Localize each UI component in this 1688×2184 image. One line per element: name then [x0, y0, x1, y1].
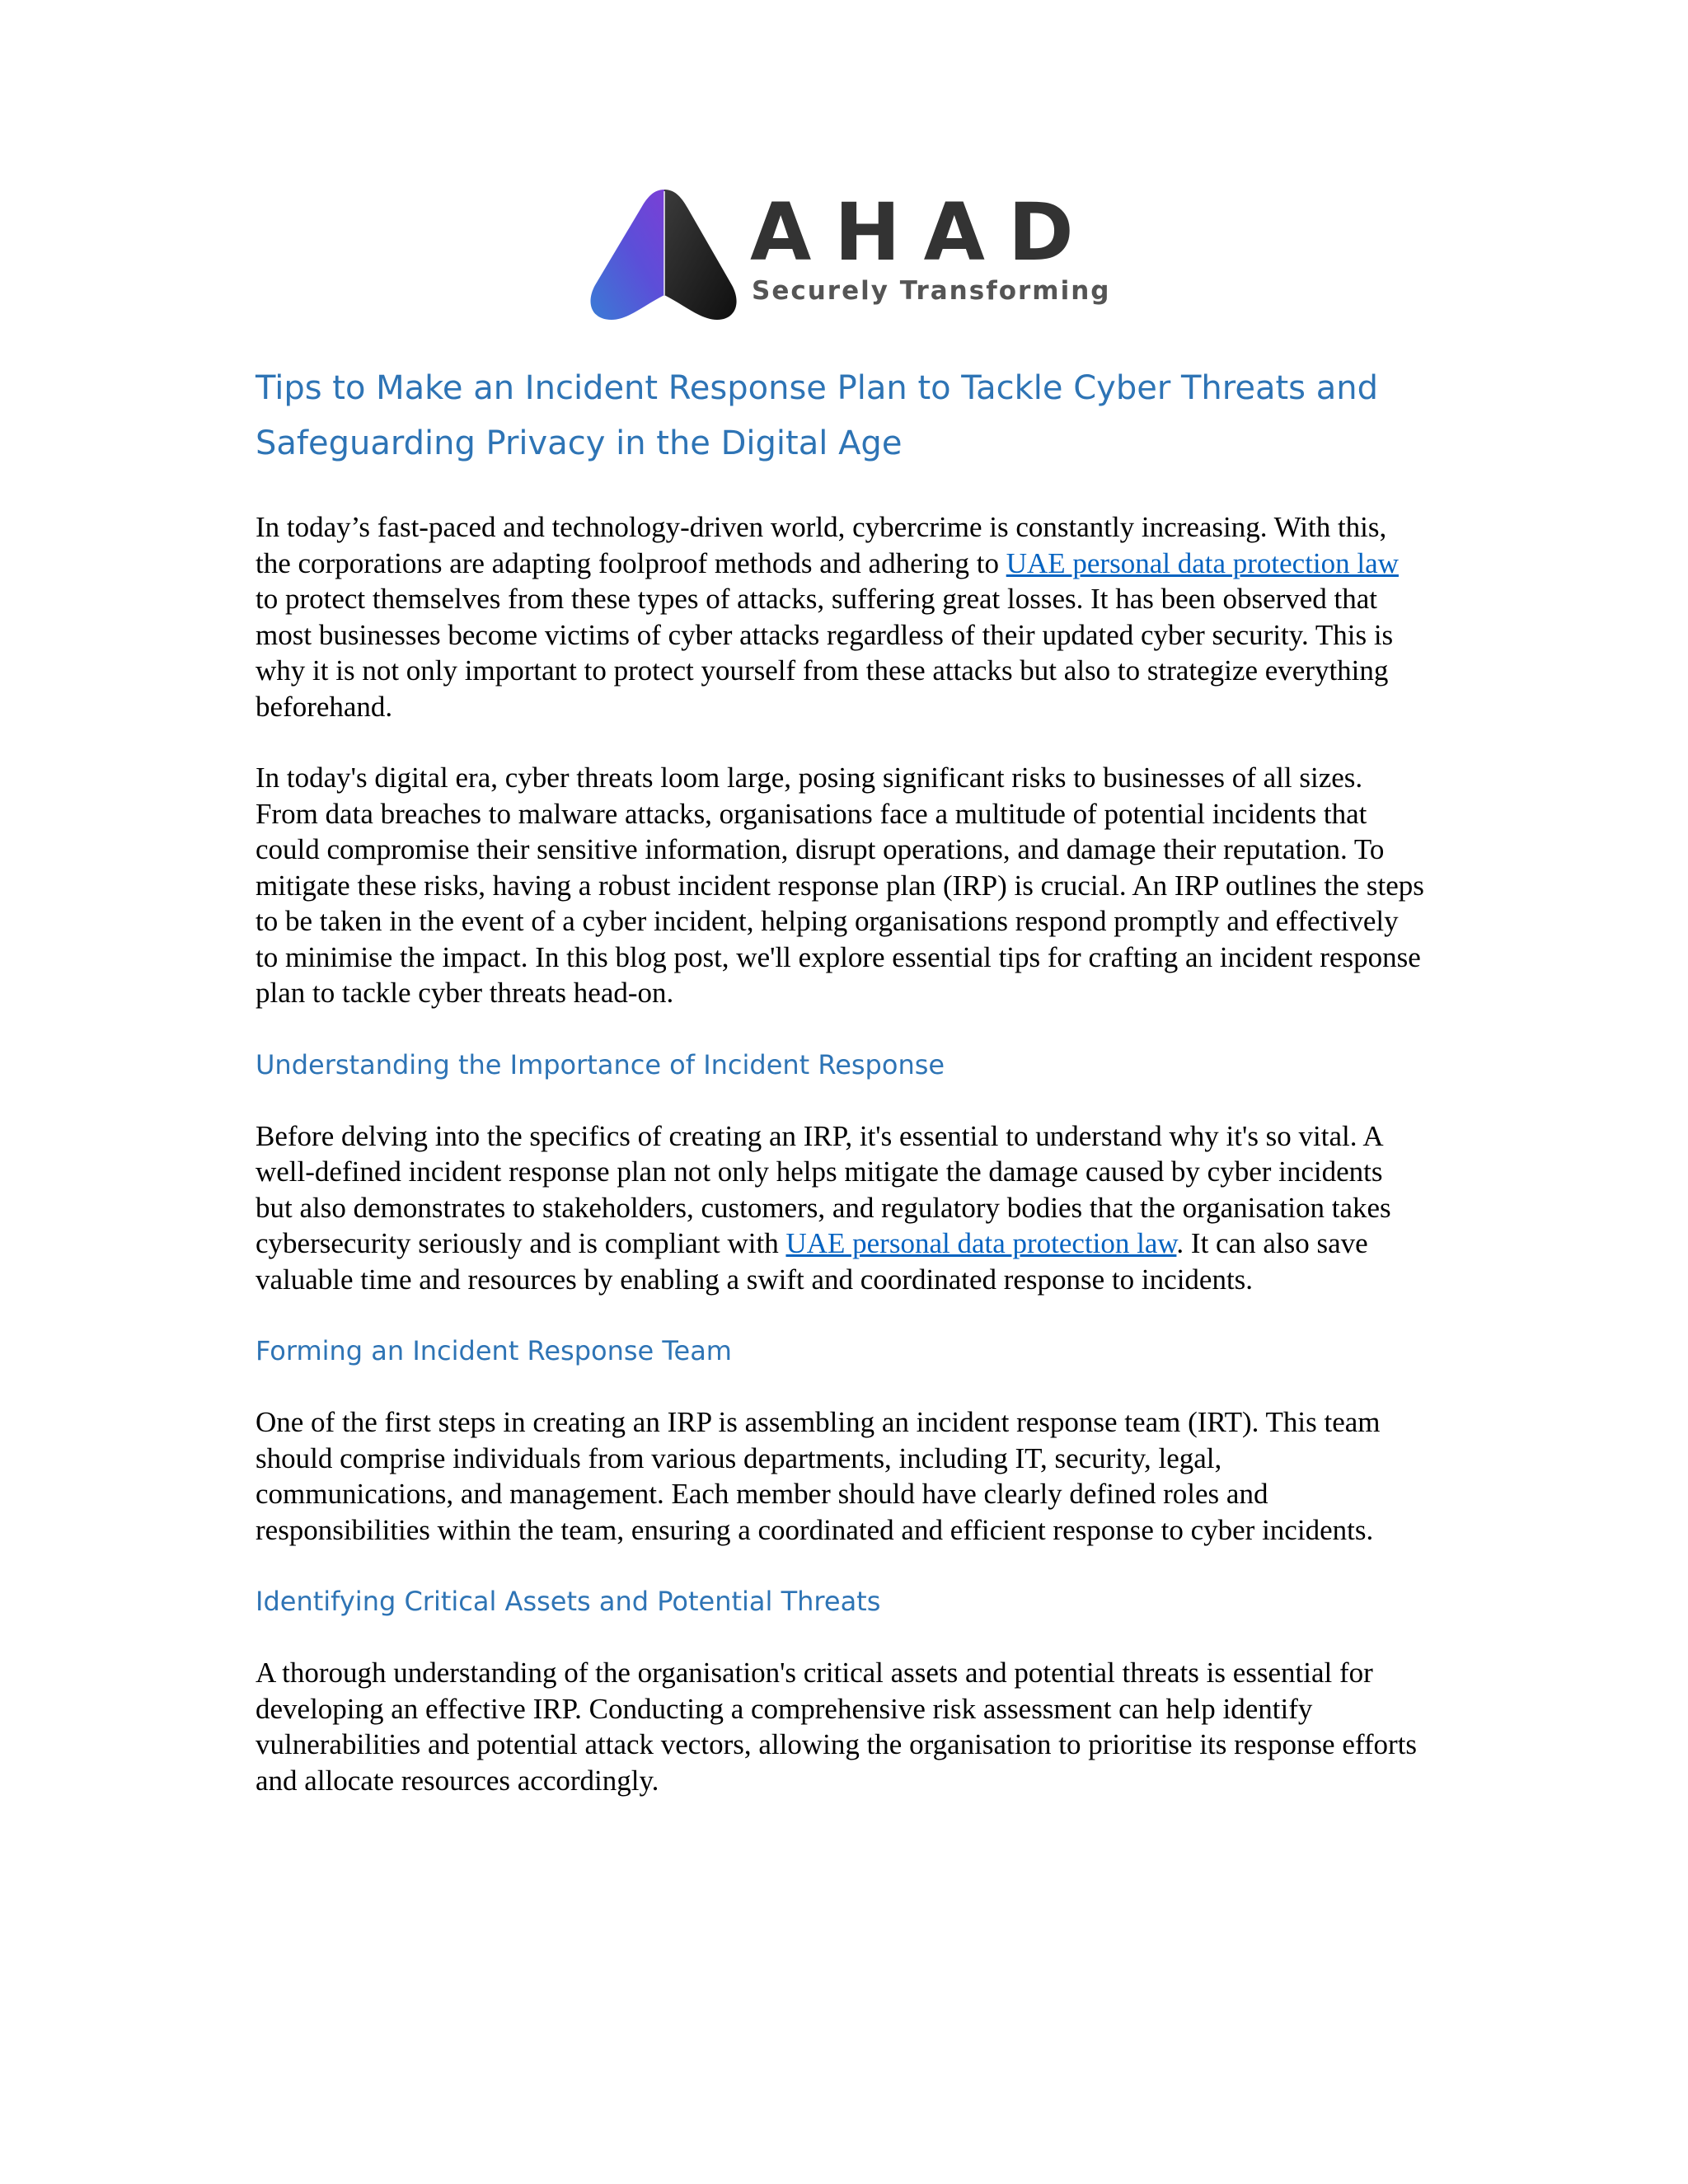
brand-tagline: Securely Transforming	[752, 276, 1111, 306]
intro-1-text-after-link: to protect themselves from these types of attacks, suffering great losses. It has been observed that most businesses become victims of cyber attacks regardless of their updated cyber security. This is why it is not only important to protect yourself from these attacks but also to strategize everything beforehand.	[256, 583, 1394, 723]
ahad-logo-icon	[579, 180, 743, 328]
section-heading-team: Forming an Incident Response Team	[256, 1335, 732, 1366]
section-heading-assets: Identifying Critical Assets and Potential Threats	[256, 1586, 881, 1617]
section-heading-importance: Understanding the Importance of Incident Response	[256, 1048, 945, 1080]
intro-1-text-before-link: In today’s fast-paced and technology-driven world, cybercrime is constantly increasing. With this, the corporations are adapting foolproof methods and adhering to	[256, 511, 1387, 579]
ahad-logo	[579, 180, 1111, 328]
uae-data-protection-link[interactable]: UAE personal data protection law	[1006, 546, 1399, 579]
importance-text-before-link: Before delving into the specifics of creating an IRP, it's essential to understand why it's so vital. A well-defined incident response plan not only helps mitigate the damage caused by cyber incidents but also demonstrates to stakeholders, customers, and regulatory bodies that the organisation takes cybersecurity seriously and is compliant with	[256, 1119, 1391, 1259]
article-body	[256, 361, 1426, 1834]
team-paragraph: One of the first steps in creating an IRP is assembling an incident response team (IRT). This team should comprise individuals from various departments, including IT, security, legal, communications, and management. Each member should have clearly defined roles and responsibilities within the team, ensuring a coordinated and efficient response to cyber incidents.	[256, 1406, 1381, 1546]
document-title: Tips to Make an Incident Response Plan to Tackle Cyber Threats and Safeguarding Privacy in the Digital Age	[256, 369, 1378, 462]
brand-name: AHAD	[750, 186, 1097, 279]
intro-paragraph-1	[256, 509, 1426, 724]
importance-paragraph	[256, 1118, 1426, 1298]
assets-paragraph: A thorough understanding of the organisation's critical assets and potential threats is essential for developing an effective IRP. Conducting a comprehensive risk assessment can help identify vulnerabilities and potential attack vectors, allowing the organisation to prioritise its response efforts and allocate resources accordingly.	[256, 1657, 1418, 1797]
intro-paragraph-2: In today's digital era, cyber threats loom large, posing significant risks to businesses of all sizes. From data breaches to malware attacks, organisations face a multitude of potential incidents that could compromise their sensitive information, disrupt operations, and damage their reputation. To mitigate these risks, having a robust incident response plan (IRP) is crucial. An IRP outlines the steps to be taken in the event of a cyber incident, helping organisations respond promptly and effectively to minimise the impact. In this blog post, we'll explore essential tips for crafting an incident response plan to tackle cyber threats head-on.	[256, 762, 1424, 1009]
importance-text-after-link: . It can also save valuable time and resources by enabling a swift and coordinated response to incidents.	[256, 1227, 1368, 1296]
uae-data-protection-link-2[interactable]: UAE personal data protection law	[785, 1227, 1177, 1259]
